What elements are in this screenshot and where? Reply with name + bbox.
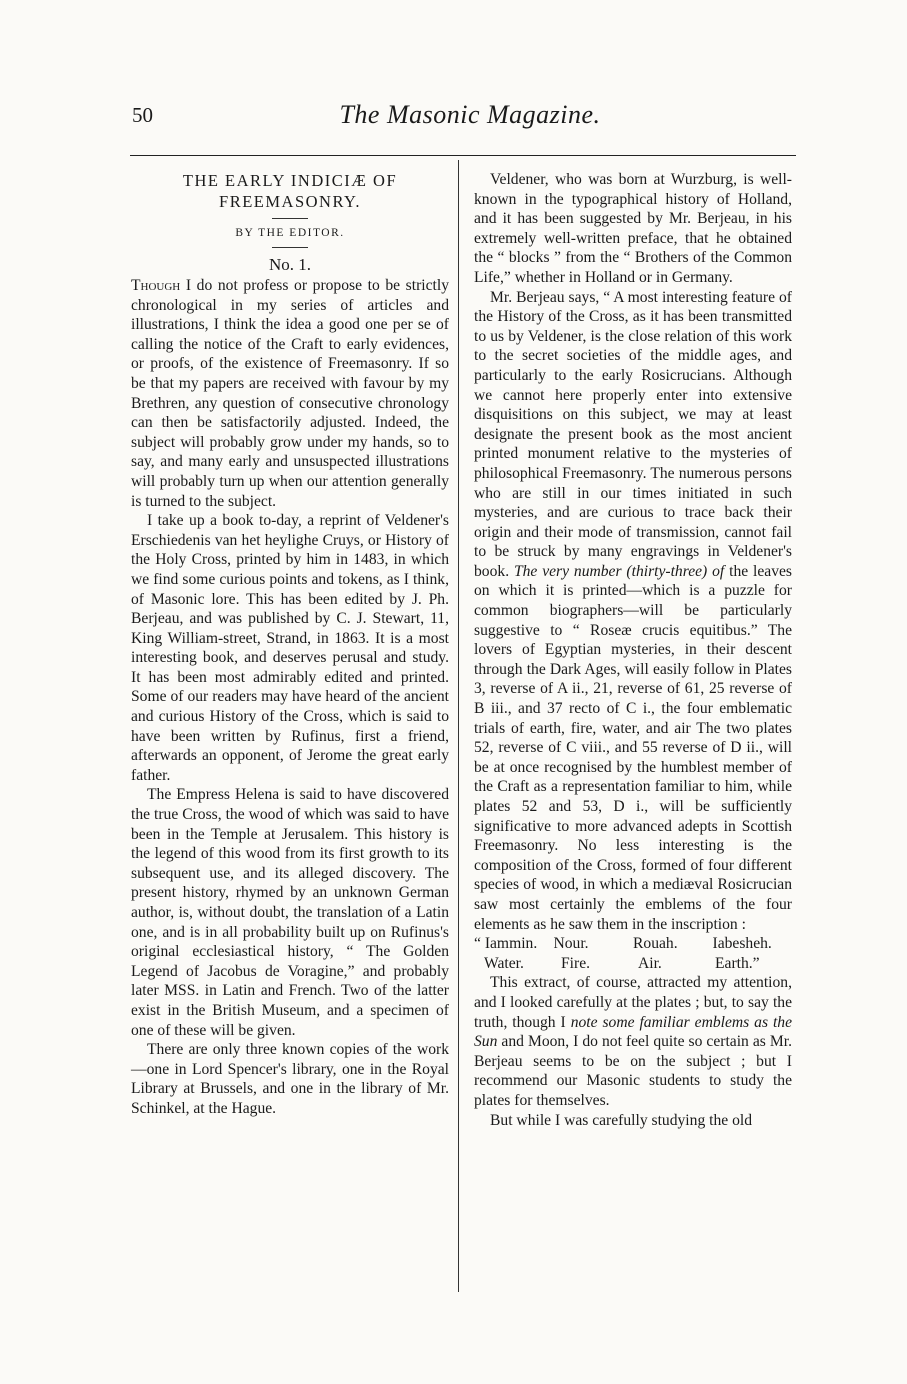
paragraph: I take up a book to-day, a reprint of Veldener's Erschiedenis van het heylighe Cruys, or History of the Holy Cross, printed by him in 1483, in which we find some curious points and tokens, as I think, of Masonic lore. This has been edited by J. Ph. Berjeau, and was published by C. J. Stewart, 11, King William-street, Strand, in 1863. It is a most interesting book, and deserves perusal and study. It has been most admirably edited and printed. Some of our readers may have heard of the ancient and curious History of the Cross, which is said to have been written by Rufinus, first a friend, afterwards an opponent, of Jerome the great early father. [131, 512, 449, 784]
inscription-word: Rouah. [633, 935, 678, 953]
byline-rule [272, 247, 308, 248]
inscription-word: Earth.” [715, 954, 760, 972]
inscription-word: Nour. [553, 935, 589, 953]
inscription-word: Water. [484, 954, 524, 972]
paragraph-text: and Moon, I do not feel quite so certain as Mr. Berjeau seems to be on the subject ; but I recommend our Masonic students to study the plates for themselves. [474, 1033, 792, 1109]
byline: BY THE EDITOR. [235, 227, 345, 239]
inscription-word: Air. [638, 954, 662, 972]
right-column [474, 170, 792, 1130]
inscription-word: Fire. [561, 954, 591, 972]
article-title-line-2: FREEMASONRY. [219, 192, 361, 211]
running-title: The Masonic Magazine. [339, 100, 601, 129]
inscription-row-2 [474, 954, 792, 974]
paragraph [474, 973, 792, 1110]
paragraph-text: the leaves on which it is printed—which is a puzzle for common biographers—will be particularly suggestive to “ Roseæ crucis equitibus.” The lovers of Egyptian mysteries, in their descent through the Dark Ages, will easily follow in Plates 3, reverse of A ii., 21, reverse of 61, 25 reverse of B iii., and 37 recto of C i., the four emblematic trials of earth, fire, water, and air The two plates 52, reverse of C viii., and 55 reverse of D ii., will be at once recognised by the humblest member of the Craft as a representation familiar to him, while plates 52 and 53, D i., will be sufficiently significative to more advanced adepts in Scottish Freemasonry. No less interesting is the composition of the Cross, formed of four different species of wood, in which a mediæval Rosicrucian saw most certainly the emblems of the four elements as he saw them in the inscription : [474, 562, 792, 933]
paragraph: There are only three known copies of the work—one in Lord Spencer's library, one in the Royal Library at Brussels, and one in the library of Mr. Schinkel, at the Hague. [131, 1041, 449, 1117]
paragraph: But while I was carefully studying the old [490, 1111, 753, 1129]
paragraph-text: This extract, of course, attracted my attention, and I looked carefully at the plates ; but, to say the truth, though I [474, 974, 792, 1031]
paragraph-text: I do not profess or propose to be strictly chronological in my series of articles and illustrations, I think the idea a good one per se of calling the notice of the Craft to early evidences, or proofs, of the existence of Freemasonry. If so be that my papers are received with favour by my Brethren, any question of consecutive chronology can then be satisfactorily adjusted. Indeed, the subject will probably grow under my hands, so to say, and many early and unsuspected illustrations will probably turn up when our attention generally is turned to the subject. [131, 277, 449, 510]
italic-text: The very number (thirty-three) of [513, 562, 725, 580]
article-title-line-1: THE EARLY INDICIÆ OF [182, 171, 398, 190]
paragraph [474, 288, 792, 935]
column-divider [458, 160, 459, 1292]
inscription-word: Iabesheh. [712, 935, 772, 953]
inscription-word: “ Iammin. [474, 935, 538, 953]
header-rule [130, 155, 796, 156]
inscription-row-1 [474, 934, 792, 954]
paragraph: The Empress Helena is said to have discovered the true Cross, the wood of which was said to have been in the Temple at Jerusalem. This history is the legend of this wood from its first growth to its subsequent use, and its alleged discovery. The present history, rhymed by an unknown German author, is, without doubt, the translation of a Latin one, and is in all probability built up on Rufinus's original ecclesiastical history, “ The Golden Legend of Jacobus de Voragine,” and probably later MSS. in Latin and French. Two of the latter exist in the British Museum, and a specimen of one of these will be given. [131, 786, 449, 1039]
opening-word: Though [131, 277, 181, 294]
article-number: No. 1. [268, 255, 312, 274]
article-title [137, 170, 443, 212]
italic-text: note some familiar emblems as the Sun [474, 1013, 793, 1051]
left-column [131, 170, 449, 1119]
paragraph: Veldener, who was born at Wurzburg, is well-known in the typographical history of Holland, and it has been suggested by Mr. Berjeau, in his extremely well-written preface, that he obtained the “ blocks ” from the “ Brothers of the Common Life,” whether in Holland or in Germany. [474, 171, 792, 286]
paragraph [131, 276, 449, 511]
page-number: 50 [132, 103, 153, 127]
paragraph-text: Mr. Berjeau says, “ A most interesting feature of the History of the Cross, as it has been transmitted to us by Veldener, is the close relation of this work to the secret societies of the middle ages, and particularly to the early Rosicrucians. Although we cannot here properly enter into extensive disquisitions on this subject, we may at least designate the present book as the most ancient printed monument relative to the mysteries of philosophical Freemasonry. The numerous persons who are still in our times initiated in such mysteries, and are curious to trace back their origin and their mode of transmission, cannot fail to be struck by many engravings in Veldener's book. [474, 288, 792, 580]
title-rule [272, 218, 308, 219]
